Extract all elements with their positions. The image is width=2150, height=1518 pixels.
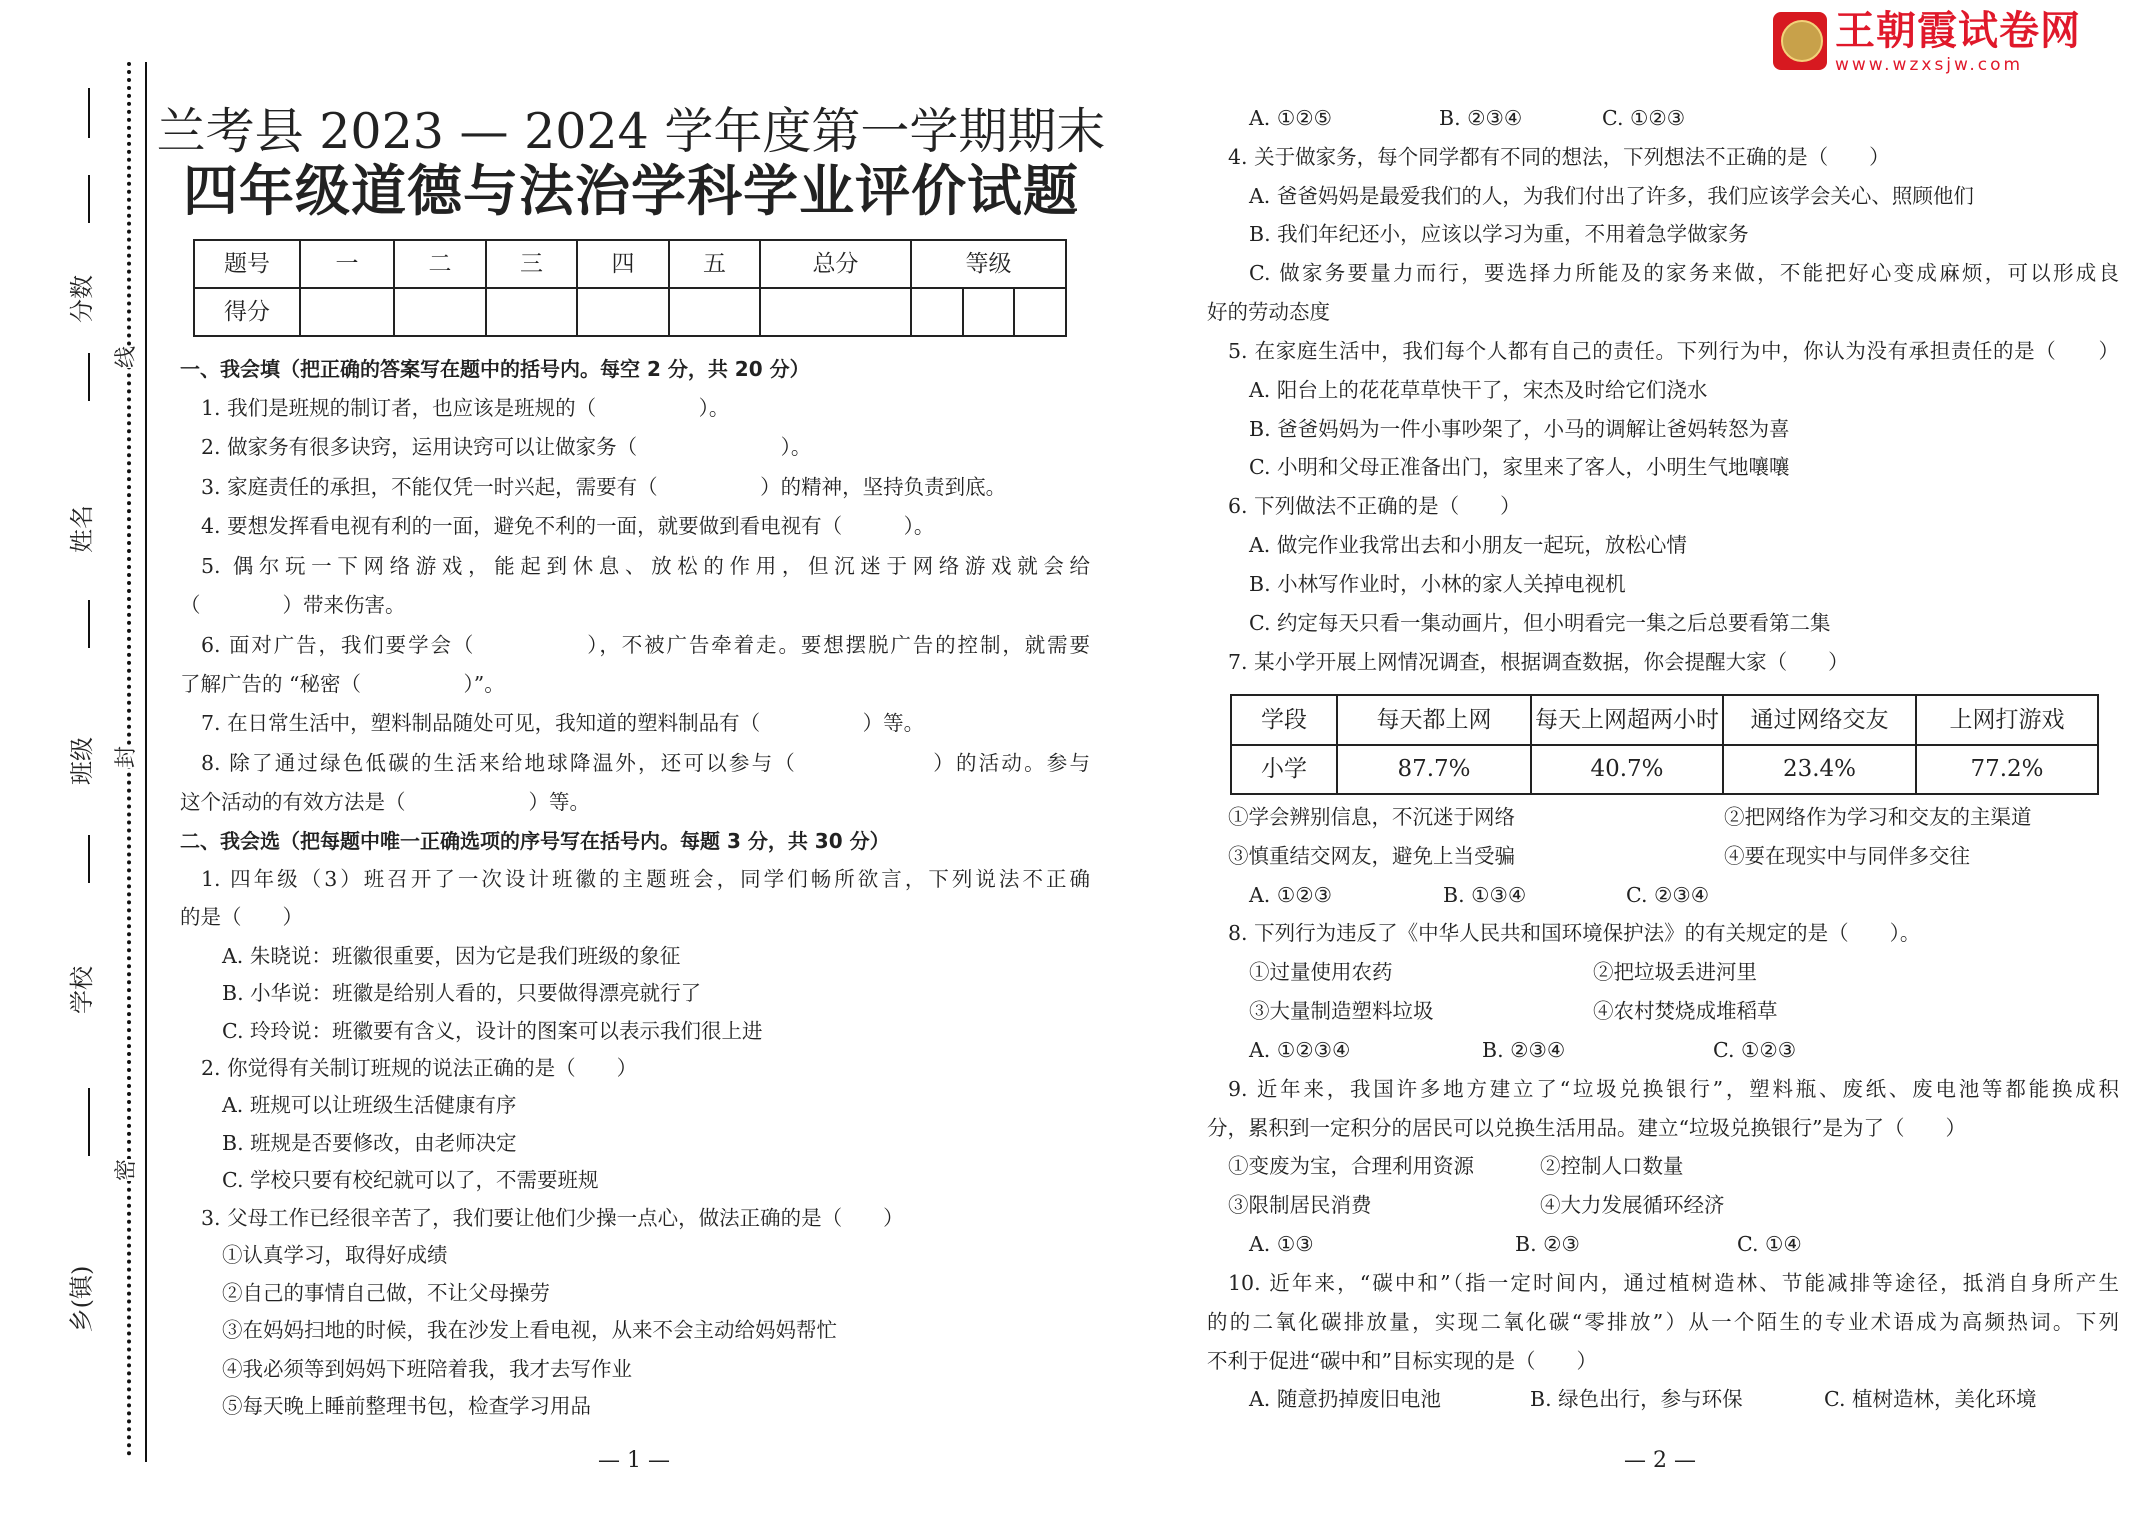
options-row [1207,957,2119,987]
option-item: B. ②③④ [1439,105,1523,130]
question-line: 不利于促进“碳中和”目标实现的是（ ） [1207,1348,1597,1373]
question-line: 3. 家庭责任的承担，不能仅凭一时兴起，需要有（ ）的精神，坚持负责到底。 [201,474,1007,499]
option-item: A. 随意扔掉废旧电池 [1249,1387,1441,1412]
option-item: C. ①②③ [1713,1037,1797,1062]
question-line: A. 朱晓说：班徽很重要，因为它是我们班级的象征 [222,943,681,968]
seal-emblem-icon [1773,12,1827,70]
question-line: 6. 下列做法不正确的是（ ） [1228,494,1521,519]
data-cell: 23.4% [1723,745,1916,795]
question-line: 6. 面对广告，我们要学会（ ），不被广告牵着走。要想摆脱广告的控制，就需要 [201,632,1090,657]
option-item: B. 绿色出行，参与环保 [1530,1387,1743,1412]
option-item: ③大量制造塑料垃圾 [1249,999,1434,1024]
header-cell: 四 [577,240,669,288]
option-item: C. 植树造林，美化环境 [1824,1387,2037,1412]
option-item: ②把垃圾丢进河里 [1593,960,1757,985]
option-item: B. ②③ [1515,1232,1580,1257]
question-line: ③在妈妈扫地的时候，我在沙发上看电视，从来不会主动给妈妈帮忙 [222,1318,837,1343]
question-line: C. 玲玲说：班徽要有含义，设计的图案可以表示我们很上进 [222,1018,763,1043]
question-line: ⑤每天晚上睡前整理书包，检查学习用品 [222,1394,591,1419]
header-cell: 上网打游戏 [1916,695,2098,745]
header-cell: 每天都上网 [1337,695,1531,745]
options-row [1207,841,2119,871]
score-cell[interactable] [760,288,911,336]
binding-solid-line [145,62,147,1462]
seal-mark-line: 线 [114,345,140,369]
question-line: 5. 偶尔玩一下网络游戏，能起到休息、放松的作用，但沉迷于网络游戏就会给 [201,553,1090,578]
question-line: 7. 某小学开展上网情况调查，根据调查数据，你会提醒大家（ ） [1228,649,1849,674]
option-item: B. ②③④ [1482,1037,1566,1062]
option-item: ④大力发展循环经济 [1540,1193,1725,1218]
options-row [1207,996,2119,1026]
question-line: 这个活动的有效方法是（ ）等。 [180,789,590,814]
option-item: ④农村焚烧成堆稻草 [1593,999,1778,1024]
question-line: 4. 关于做家务，每个同学都有不同的想法，下列想法不正确的是（ ） [1228,144,1890,169]
question-line: C. 约定每天只看一集动画片，但小明看完一集之后总要看第二集 [1249,610,1831,635]
option-item: ①变废为宝，合理利用资源 [1228,1154,1474,1179]
question-line: A. 做完作业我常出去和小朋友一起玩，放松心情 [1249,533,1687,558]
option-item: B. ①③④ [1443,882,1527,907]
question-line: 5. 在家庭生活中，我们每个人都有自己的责任。下列行为中，你认为没有承担责任的是（ ） [1228,338,2119,363]
page-number-1: — 1 — [598,1448,670,1473]
label-class: 班级 [68,737,96,785]
survey-table [1230,694,2099,795]
header-cell: 通过网络交友 [1723,695,1916,745]
option-item: ②把网络作为学习和交友的主渠道 [1724,804,2032,829]
grade-cell[interactable] [911,288,963,336]
question-line: B. 我们年纪还小，应该以学习为重，不用着急学做家务 [1249,222,1749,247]
label-town: 乡(镇) [67,1265,96,1333]
options-row [1207,880,2119,910]
school-field[interactable] [88,1088,90,1156]
header-cell: 学段 [1231,695,1337,745]
options-row [1207,1384,2119,1414]
data-cell: 小学 [1231,745,1337,795]
question-line: C. 做家务要量力而行，要选择力所能及的家务来做，不能把好心变成麻烦，可以形成良 [1249,261,2119,286]
question-line: 了解广告的 “秘密（ ）”。 [180,671,505,696]
score-field[interactable] [88,353,90,401]
score-cell[interactable] [394,288,486,336]
data-cell: 40.7% [1531,745,1723,795]
question-line: （ ）带来伤害。 [180,592,406,617]
question-line: B. 小林写作业时，小林的家人关掉电视机 [1249,571,1626,596]
header-cell: 总分 [760,240,911,288]
logo-brand: 王朝霞试卷网 [1835,8,2081,54]
question-line: 好的劳动态度 [1207,300,1330,325]
option-item: ②控制人口数量 [1540,1154,1684,1179]
question-line: 8. 下列行为违反了《中华人民共和国环境保护法》的有关规定的是（ ）。 [1228,921,1921,946]
score-table-row [194,288,1066,336]
options-row [1207,1190,2119,1220]
site-logo [1773,8,2093,75]
data-cell: 87.7% [1337,745,1531,795]
score-cell[interactable] [669,288,760,336]
options-row [1207,802,2119,832]
question-line: 2. 你觉得有关制订班规的说法正确的是（ ） [201,1055,638,1080]
options-row [1207,103,2119,133]
question-line: 10. 近年来，“碳中和”（指一定时间内，通过植树造林、节能减排等途径，抵消自身所产生 [1228,1270,2119,1295]
survey-data-row [1231,745,2098,795]
score-table [193,239,1067,337]
question-line: 7. 在日常生活中，塑料制品随处可见，我知道的塑料制品有（ ）等。 [201,710,925,735]
option-item: ①过量使用农药 [1249,960,1393,985]
option-item: A. ①②⑤ [1249,105,1332,130]
option-item: ①学会辨别信息，不沉迷于网络 [1228,804,1515,829]
name-field[interactable] [88,600,90,648]
data-cell: 77.2% [1916,745,2098,795]
exam-title-line2: 四年级道德与法治学科学业评价试题 [182,158,1079,223]
question-line: A. 爸爸妈妈是最爱我们的人，为我们付出了许多，我们应该学会关心、照顾他们 [1249,183,1974,208]
class-field[interactable] [88,835,90,883]
header-cell: 五 [669,240,760,288]
header-cell: 二 [394,240,486,288]
option-item: ③限制居民消费 [1228,1193,1372,1218]
question-line: ①认真学习，取得好成绩 [222,1243,448,1268]
question-line: 8. 除了通过绿色低碳的生活来给地球降温外，还可以参与（ ）的活动。参与 [201,750,1090,775]
survey-header-row [1231,695,2098,745]
options-row [1207,1151,2119,1181]
options-row [1207,1035,2119,1065]
option-item: ③慎重结交网友，避免上当受骗 [1228,843,1515,868]
header-cell: 每天上网超两小时 [1531,695,1723,745]
question-line: 9. 近年来，我国许多地方建立了“垃圾兑换银行”，塑料瓶、废纸、废电池等都能换成积 [1228,1076,2119,1101]
score-table-header [194,240,1066,288]
option-item: C. ②③④ [1626,882,1710,907]
question-line: B. 班规是否要修改，由老师决定 [222,1130,517,1155]
row-label: 得分 [194,288,300,336]
question-line: B. 爸爸妈妈为一件小事吵架了，小马的调解让爸妈转怒为喜 [1249,416,1790,441]
question-line: 分，累积到一定积分的居民可以兑换生活用品。建立“垃圾兑换银行”是为了（ ） [1207,1115,1966,1140]
header-cell: 等级 [911,240,1066,288]
grade-cell[interactable] [1014,288,1066,336]
seal-mark-secret: 密 [114,1158,140,1182]
options-row [1207,1229,2119,1259]
question-line: A. 阳台上的花花草草快干了，宋杰及时给它们浇水 [1249,377,1708,402]
question-line: 3. 父母工作已经很辛苦了，我们要让他们少操一点心，做法正确的是（ ） [201,1205,904,1230]
option-item: A. ①②③ [1249,882,1332,907]
logo-url: www.wzxsjw.com [1835,55,2024,75]
grade-cell[interactable] [963,288,1015,336]
question-line: C. 小明和父母正准备出门，家里来了客人，小明生气地嚷嚷 [1249,455,1790,480]
option-item: ④要在现实中与同伴多交往 [1724,843,1970,868]
question-line: ④我必须等到妈妈下班陪着我，我才去写作业 [222,1356,632,1381]
option-item: A. ①③ [1249,1232,1314,1257]
exam-title-line1: 兰考县 2023 — 2024 学年度第一学期期末 [156,103,1106,160]
section-heading: 二、我会选（把每题中唯一正确选项的序号写在括号内。每题 3 分，共 30 分） [180,828,890,853]
option-item: A. ①②③④ [1249,1037,1351,1062]
label-score: 分数 [68,275,96,323]
seal-mark-seal: 封 [114,745,140,769]
question-line: 1. 我们是班规的制订者，也应该是班规的（ ）。 [201,395,730,420]
question-line: ②自己的事情自己做，不让父母操劳 [222,1280,550,1305]
score-cell[interactable] [577,288,669,336]
question-line: 1. 四年级（3）班召开了一次设计班徽的主题班会，同学们畅所欲言，下列说法不正确 [201,867,1090,892]
header-cell: 三 [486,240,577,288]
label-school: 学校 [68,966,96,1014]
section-heading: 一、我会填（把正确的答案写在题中的括号内。每空 2 分，共 20 分） [180,356,810,381]
option-item: C. ①④ [1737,1232,1802,1257]
question-line: 的是（ ） [180,904,303,929]
question-line: A. 班规可以让班级生活健康有序 [222,1093,517,1118]
question-line: 的的二氧化碳排放量，实现二氧化碳“零排放”）从一个陌生的专业术语成为高频热词。下列 [1207,1309,2119,1334]
label-name: 姓名 [68,505,96,553]
header-cell: 题号 [194,240,300,288]
option-item: C. ①②③ [1602,105,1686,130]
page-number-2: — 2 — [1624,1448,1696,1473]
header-cell: 一 [300,240,394,288]
score-cell[interactable] [300,288,394,336]
question-line: C. 学校只要有校纪就可以了，不需要班规 [222,1168,599,1193]
question-line: 4. 要想发挥看电视有利的一面，避免不利的一面，就要做到看电视有（ ）。 [201,513,935,538]
score-cell[interactable] [486,288,577,336]
question-line: 2. 做家务有很多诀窍，运用诀窍可以让做家务（ ）。 [201,434,812,459]
question-line: B. 小华说：班徽是给别人看的，只要做得漂亮就行了 [222,981,702,1006]
